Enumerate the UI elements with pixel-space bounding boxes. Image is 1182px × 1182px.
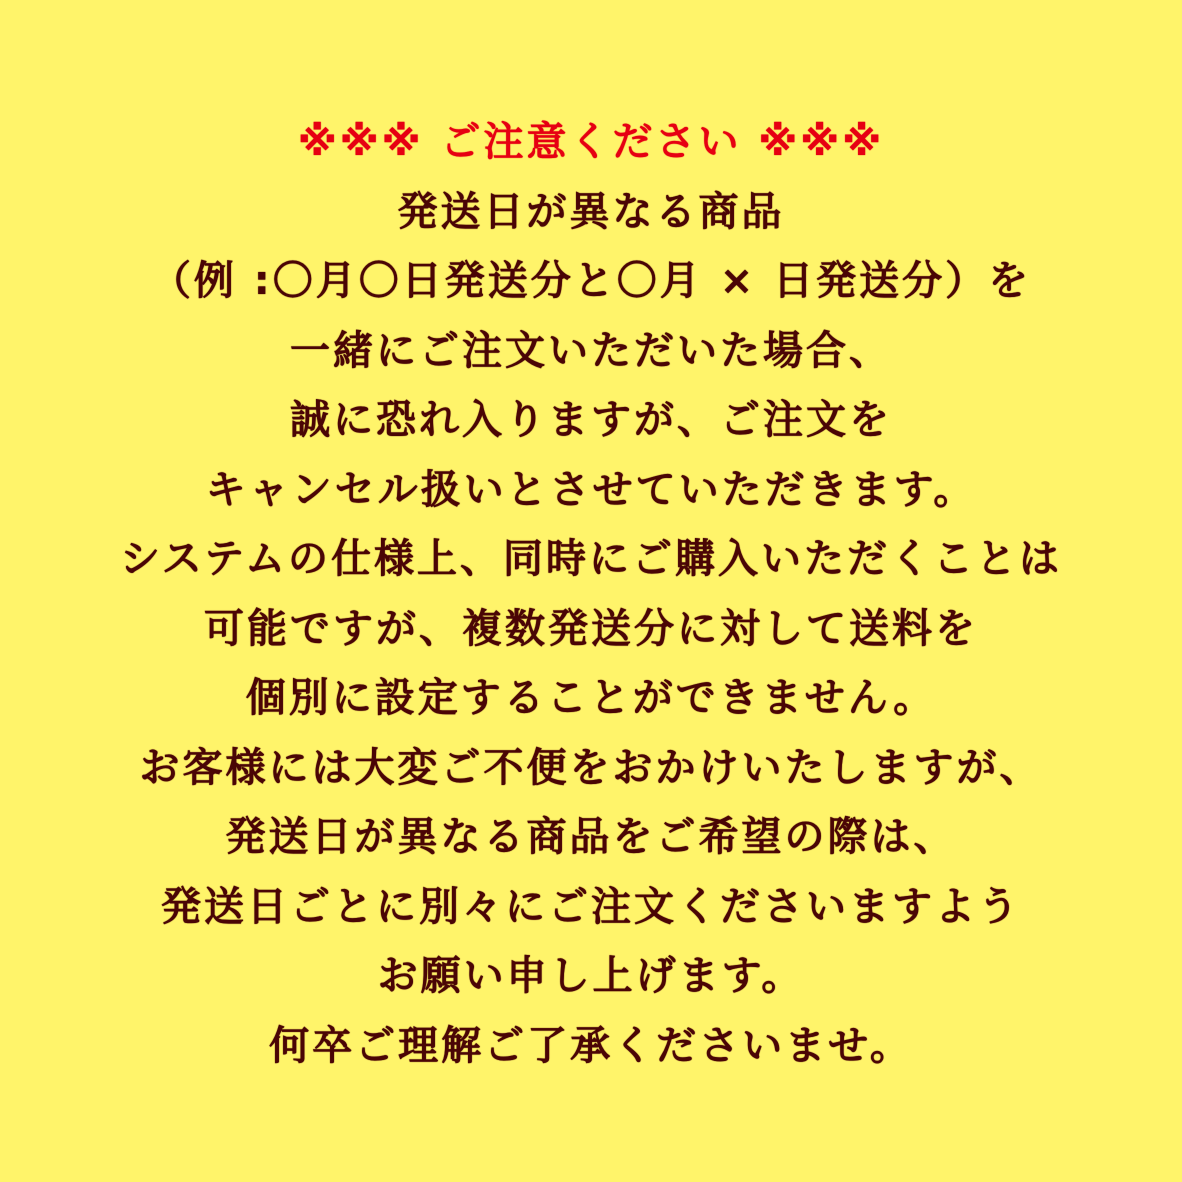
notice-line: 発送日が異なる商品をご希望の際は、 [225, 814, 957, 860]
notice-line: 一緒にご注文いただいた場合、 [290, 327, 892, 374]
notice-line: 誠に恐れ入りますが、ご注文を [290, 397, 892, 443]
notice-line: お客様には大変ご不便をおかけいたしますが、 [139, 744, 1043, 791]
notice-line: 発送日が異なる商品 [397, 188, 785, 235]
notice-line: お願い申し上げます。 [377, 953, 805, 999]
notice-line: 可能ですが、複数発送分に対して送料を [204, 605, 978, 652]
notice-heading: ※※※ ご注意ください ※※※ [297, 119, 885, 165]
notice-line: システムの仕様上、同時にご購入いただくことは [120, 536, 1062, 582]
notice-line: （例 :〇月〇日発送分と〇月 × 日発送分）を [150, 258, 1032, 304]
notice-line: キャンセル扱いとさせていただきます。 [205, 466, 977, 513]
notice-line: 何卒ご理解ご了承くださいませ。 [269, 1022, 913, 1069]
notice-line: 発送日ごとに別々にご注文くださいますよう [161, 883, 1021, 930]
notice-text [0, 108, 1182, 1081]
notice-line: 個別に設定することができません。 [245, 675, 937, 721]
